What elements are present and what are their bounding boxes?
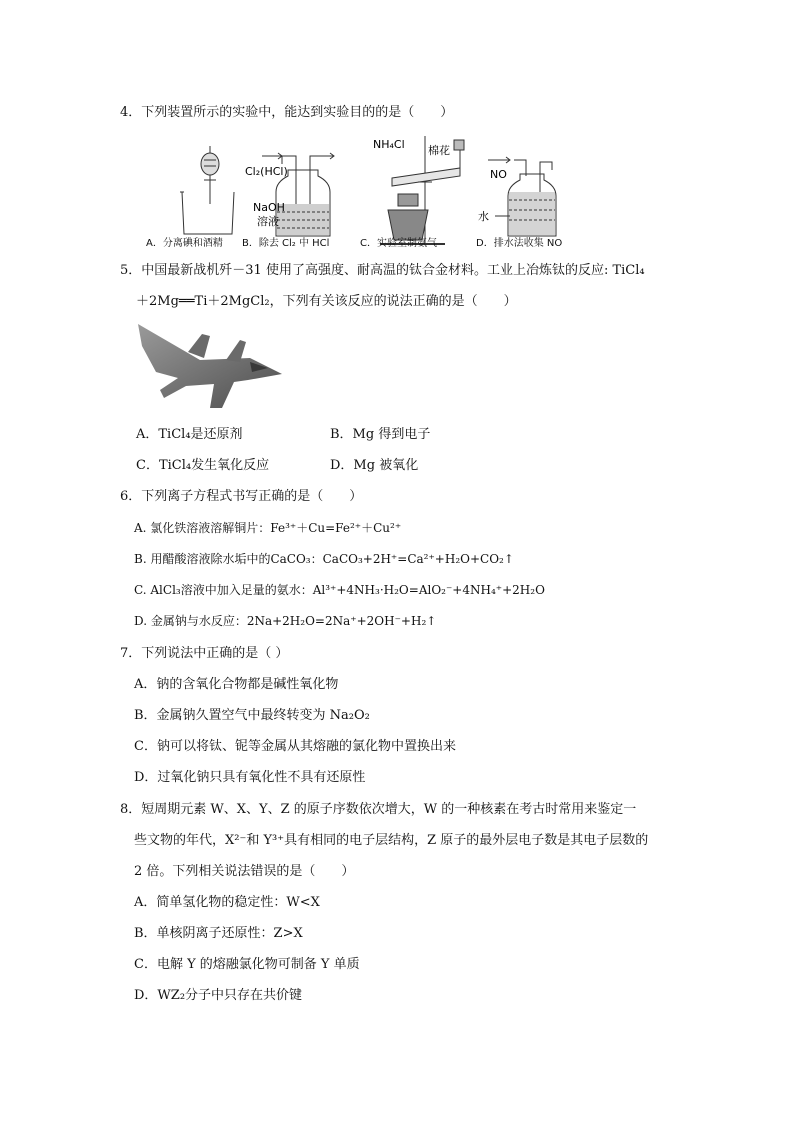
q8-stem-line1: 8．短周期元素 W、X、Y、Z 的原子序数依次增大，W 的一种核素在考古时常用来鉴定一 xyxy=(120,802,637,817)
q8-option-a: A．简单氢化物的稳定性：W<X xyxy=(134,895,320,910)
q7-stem: 7．下列说法中正确的是（ ） xyxy=(120,646,289,661)
label-cotton: 棉花 xyxy=(428,144,450,157)
q5-option-a: A．TiCl₄是还原剂 xyxy=(136,427,243,442)
q8-option-d: D．WZ₂分子中只存在共价键 xyxy=(134,988,303,1003)
q4-stem: 4．下列装置所示的实验中，能达到实验目的的是（ ） xyxy=(120,105,454,120)
caption-a: A．分离碘和酒精 xyxy=(146,238,223,249)
caption-d: D．排水法收集 NO xyxy=(476,238,563,249)
q8-stem-line3: 2 倍。下列相关说法错误的是（ ） xyxy=(134,864,355,879)
q7-option-a: A．钠的含氧化合物都是碱性氧化物 xyxy=(134,677,339,692)
label-solution: 溶液 xyxy=(257,215,279,228)
label-nh4cl: NH₄Cl xyxy=(373,138,405,151)
q8-stem-line2: 些文物的年代，X²⁻和 Y³⁺具有相同的电子层结构，Z 原子的最外层电子数是其电子层数的 xyxy=(134,833,649,848)
separatory-funnel-apparatus xyxy=(180,146,234,234)
label-naoh: NaOH xyxy=(253,201,285,214)
q7-option-c: C．钠可以将钛、铌等金属从其熔融的氯化物中置换出来 xyxy=(134,739,456,754)
q5-option-d: D．Mg 被氧化 xyxy=(330,458,419,473)
q6-option-b: B. 用醋酸溶液除水垢中的CaCO₃：CaCO₃+2H⁺=Ca²⁺+H₂O+CO₂↑ xyxy=(134,552,514,566)
q5-option-c: C．TiCl₄发生氧化反应 xyxy=(136,458,270,473)
q5-stem-line2: ＋2Mg══Ti＋2MgCl₂，下列有关该反应的说法正确的是（ ） xyxy=(136,294,517,309)
label-water: 水 xyxy=(478,210,489,223)
q7-option-d: D．过氧化钠只具有氧化性不具有还原性 xyxy=(134,770,366,785)
q7-option-b: B．金属钠久置空气中最终转变为 Na₂O₂ xyxy=(134,708,370,723)
q5-option-b: B．Mg 得到电子 xyxy=(330,427,431,442)
caption-c: C．实验室制氨气 xyxy=(360,238,437,249)
caption-b: B．除去 Cl₂ 中 HCl xyxy=(242,238,330,249)
q6-stem: 6．下列离子方程式书写正确的是（ ） xyxy=(120,489,363,504)
q6-option-a: A. 氯化铁溶液溶解铜片：Fe³⁺＋Cu=Fe²⁺＋Cu²⁺ xyxy=(134,521,402,535)
q5-stem-line1: 5．中国最新战机歼－31 使用了高强度、耐高温的钛合金材料。工业上冶炼钛的反应: TiCl₄ xyxy=(120,263,645,278)
q8-option-c: C．电解 Y 的熔融氯化物可制备 Y 单质 xyxy=(134,957,360,972)
label-cl2-hcl: Cl₂(HCl) xyxy=(245,165,288,178)
ammonia-preparation-apparatus xyxy=(380,136,464,244)
q6-option-d: D. 金属钠与水反应：2Na+2H₂O=2Na⁺+2OH⁻+H₂↑ xyxy=(134,614,437,628)
fighter-jet-image xyxy=(130,316,285,414)
q6-option-c: C. AlCl₃溶液中加入足量的氨水：Al³⁺+4NH₃·H₂O=AlO₂⁻+4NH₄⁺+2H₂O xyxy=(134,583,545,597)
label-no: NO xyxy=(490,168,507,181)
q8-option-b: B．单核阴离子还原性：Z>X xyxy=(134,926,303,941)
